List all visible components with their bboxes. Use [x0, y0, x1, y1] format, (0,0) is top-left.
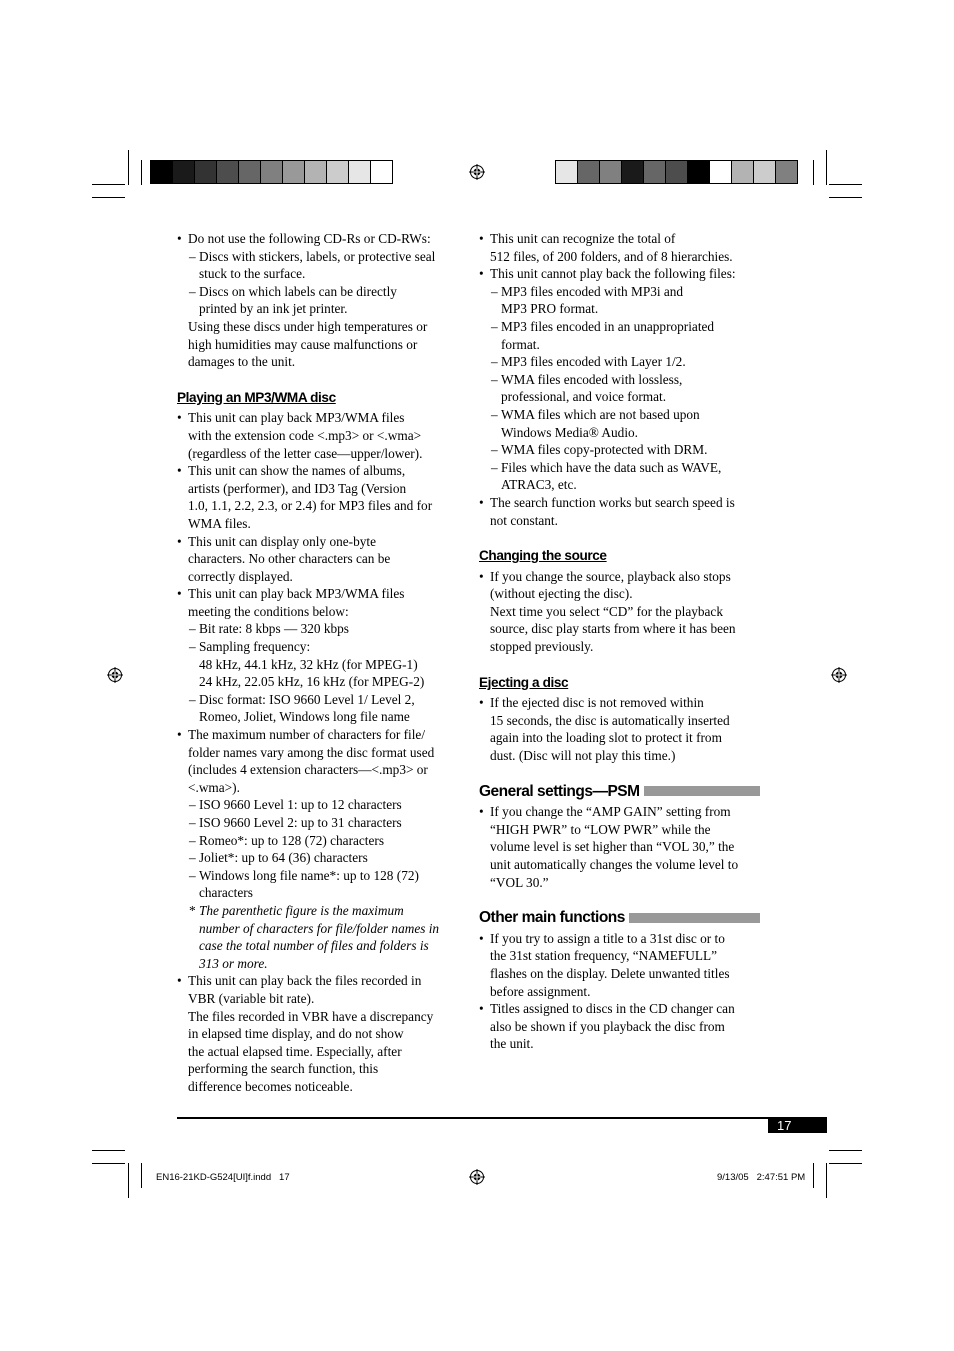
registration-mark-icon	[469, 164, 485, 180]
color-swatch	[776, 161, 797, 183]
dash-item: – Bit rate: 8 kbps — 320 kbps	[177, 620, 459, 638]
dash-item: – ISO 9660 Level 1: up to 12 characters	[177, 796, 459, 814]
bullet-item: • If you change the “AMP GAIN” setting from	[479, 803, 760, 821]
heading-playing-mp3: Playing an MP3/WMA disc	[177, 389, 336, 405]
color-swatch	[327, 161, 349, 183]
color-swatch	[710, 161, 732, 183]
footnote-line: case the total number of files and folders is	[199, 938, 429, 954]
text-line: 24 kHz, 22.05 kHz, 16 kHz (for MPEG-2)	[199, 674, 425, 690]
heading-text: Other main functions	[479, 909, 625, 927]
text-line: difference becomes noticeable.	[188, 1078, 353, 1094]
text-line: flashes on the display. Delete unwanted titles	[490, 965, 730, 981]
text-line: performing the search function, this	[188, 1061, 379, 1077]
heading-bar	[629, 913, 760, 923]
dash-item: – MP3 files encoded with Layer 1/2.	[479, 353, 760, 371]
left-column	[177, 230, 459, 1096]
color-swatch	[578, 161, 600, 183]
text-line: the 31st station frequency, “NAMEFULL”	[490, 948, 717, 964]
heading-bar	[644, 786, 760, 796]
right-column	[479, 230, 760, 1053]
color-bar-left	[150, 160, 393, 184]
text-line: (without ejecting the disc).	[490, 586, 633, 602]
dash-item: – Windows long file name*: up to 128 (72)	[177, 867, 459, 885]
text-line: The files recorded in VBR have a discrepancy	[188, 1008, 434, 1024]
dash-item: – Discs with stickers, labels, or protective seal	[177, 248, 459, 266]
dash-item: – Discs on which labels can be directly	[177, 283, 459, 301]
text-line: not constant.	[490, 512, 558, 528]
color-swatch	[622, 161, 644, 183]
color-swatch	[239, 161, 261, 183]
bullet-item: • This unit can display only one-byte	[177, 533, 459, 551]
bullet-item: • This unit can play back the files recorded in	[177, 972, 459, 990]
text-line: stuck to the surface.	[199, 266, 306, 282]
footnote-line: 313 or more.	[199, 955, 268, 971]
footnote-line: number of characters for file/folder names in	[199, 920, 440, 936]
bullet-item: • This unit cannot play back the following files:	[479, 265, 760, 283]
text-line: 512 files, of 200 folders, and of 8 hierarchies.	[490, 248, 733, 264]
text-line: 15 seconds, the disc is automatically inserted	[490, 712, 730, 728]
text-line: <.wma>).	[188, 779, 240, 795]
text-line: VBR (variable bit rate).	[188, 990, 315, 1006]
bullet-item: • This unit can play back MP3/WMA files	[177, 409, 459, 427]
footnote: * The parenthetic figure is the maximum	[177, 902, 459, 920]
dash-item: – ISO 9660 Level 2: up to 31 characters	[177, 814, 459, 832]
color-bar-right	[555, 160, 798, 184]
text-line: Romeo, Joliet, Windows long file name	[199, 709, 410, 725]
page-number: 17	[777, 1118, 792, 1133]
color-swatch	[600, 161, 622, 183]
color-swatch	[349, 161, 371, 183]
color-swatch	[556, 161, 578, 183]
text-line: ATRAC3, etc.	[501, 477, 577, 493]
text-line: professional, and voice format.	[501, 389, 667, 405]
dash-item: – WMA files which are not based upon	[479, 406, 760, 424]
bullet-item: • This unit can show the names of albums,	[177, 462, 459, 480]
text-line: MP3 PRO format.	[501, 301, 599, 317]
text-line: “HIGH PWR” to “LOW PWR” while the	[490, 821, 711, 837]
footer-rule	[177, 1117, 827, 1119]
text-line: unit automatically changes the volume level to	[490, 857, 739, 872]
text-line: artists (performer), and ID3 Tag (Version	[188, 480, 407, 496]
text-line: also be shown if you playback the disc from	[490, 1018, 725, 1034]
bullet-item: • Titles assigned to discs in the CD changer can	[479, 1000, 760, 1018]
dash-item: – MP3 files encoded in an unappropriated	[479, 318, 760, 336]
bullet-item: • This unit can play back MP3/WMA files	[177, 585, 459, 603]
text-line: correctly displayed.	[188, 568, 293, 584]
dash-item: – Romeo*: up to 128 (72) characters	[177, 832, 459, 850]
text-line: characters. No other characters can be	[188, 551, 391, 567]
color-swatch	[151, 161, 173, 183]
text-line: printed by an ink jet printer.	[199, 301, 348, 317]
color-swatch	[371, 161, 392, 183]
text-line: WMA files.	[188, 515, 251, 531]
registration-mark-icon	[831, 667, 847, 683]
color-swatch	[754, 161, 776, 183]
heading-changing-source: Changing the source	[479, 548, 607, 564]
text-line: high humidities may cause malfunctions or	[188, 336, 418, 352]
footer-file-info: EN16-21KD-G524[UI]f.indd 17	[156, 1172, 290, 1183]
text-line: volume level is set higher than “VOL 30,” the	[490, 839, 735, 855]
dash-item: – Joliet*: up to 64 (36) characters	[177, 849, 459, 867]
text-line: (includes 4 extension characters—<.mp3> or	[188, 762, 428, 778]
bullet-item: • If you change the source, playback also stops	[479, 568, 760, 586]
bullet-item: • This unit can recognize the total of	[479, 230, 760, 248]
dash-item: – WMA files copy-protected with DRM.	[479, 441, 760, 459]
color-swatch	[732, 161, 754, 183]
text-line: with the extension code <.mp3> or <.wma>	[188, 427, 422, 443]
text-line: stopped previously.	[490, 639, 594, 655]
footer-timestamp: 9/13/05 2:47:51 PM	[717, 1172, 806, 1183]
color-swatch	[666, 161, 688, 183]
text-line: Windows Media® Audio.	[501, 424, 638, 440]
color-swatch	[195, 161, 217, 183]
heading-general-settings	[479, 783, 760, 801]
text-line: “VOL 30.”	[490, 874, 549, 890]
registration-mark-icon	[469, 1169, 485, 1185]
dash-item: – Files which have the data such as WAVE,	[479, 459, 760, 477]
bullet-item: • The maximum number of characters for file/	[177, 726, 459, 744]
heading-ejecting-disc: Ejecting a disc	[479, 674, 569, 690]
text-line: dust. (Disc will not play this time.)	[490, 748, 676, 764]
color-swatch	[261, 161, 283, 183]
text-line: source, disc play starts from where it has been	[490, 621, 736, 637]
text-line: again into the loading slot to protect it from	[490, 730, 722, 746]
color-swatch	[217, 161, 239, 183]
color-swatch	[644, 161, 666, 183]
text-line: Next time you select “CD” for the playback	[490, 603, 723, 619]
text-line: format.	[501, 336, 540, 352]
dash-item: – Sampling frequency:	[177, 638, 459, 656]
text-line: the unit.	[490, 1036, 534, 1052]
text-line: the actual elapsed time. Especially, after	[188, 1043, 402, 1059]
text-line: characters	[199, 885, 253, 901]
text-line: 1.0, 1.1, 2.2, 2.3, or 2.4) for MP3 files and for	[188, 498, 433, 514]
bullet-item: • Do not use the following CD-Rs or CD-RWs:	[177, 230, 459, 248]
text-line: 48 kHz, 44.1 kHz, 32 kHz (for MPEG-1)	[199, 656, 418, 672]
text-line: (regardless of the letter case—upper/lower).	[188, 445, 423, 461]
dash-item: – Disc format: ISO 9660 Level 1/ Level 2,	[177, 691, 459, 709]
dash-item: – WMA files encoded with lossless,	[479, 371, 760, 389]
bullet-item: • If you try to assign a title to a 31st disc or to	[479, 930, 760, 948]
registration-mark-icon	[107, 667, 123, 683]
dash-item: – MP3 files encoded with MP3i and	[479, 283, 760, 301]
color-swatch	[305, 161, 327, 183]
text-line: meeting the conditions below:	[188, 603, 349, 619]
bullet-item: • The search function works but search speed is	[479, 494, 760, 512]
text-line: in elapsed time display, and do not show	[188, 1026, 404, 1042]
heading-other-functions	[479, 909, 760, 927]
color-swatch	[173, 161, 195, 183]
color-swatch	[688, 161, 710, 183]
bullet-item: • If the ejected disc is not removed within	[479, 694, 760, 712]
text-line: damages to the unit.	[188, 354, 296, 370]
page-number-box	[768, 1118, 827, 1133]
text-line: before assignment.	[490, 983, 591, 999]
text-line: Using these discs under high temperatures or	[188, 318, 428, 334]
heading-text: General settings—PSM	[479, 782, 640, 800]
text-line: folder names vary among the disc format used	[188, 744, 435, 760]
color-swatch	[283, 161, 305, 183]
